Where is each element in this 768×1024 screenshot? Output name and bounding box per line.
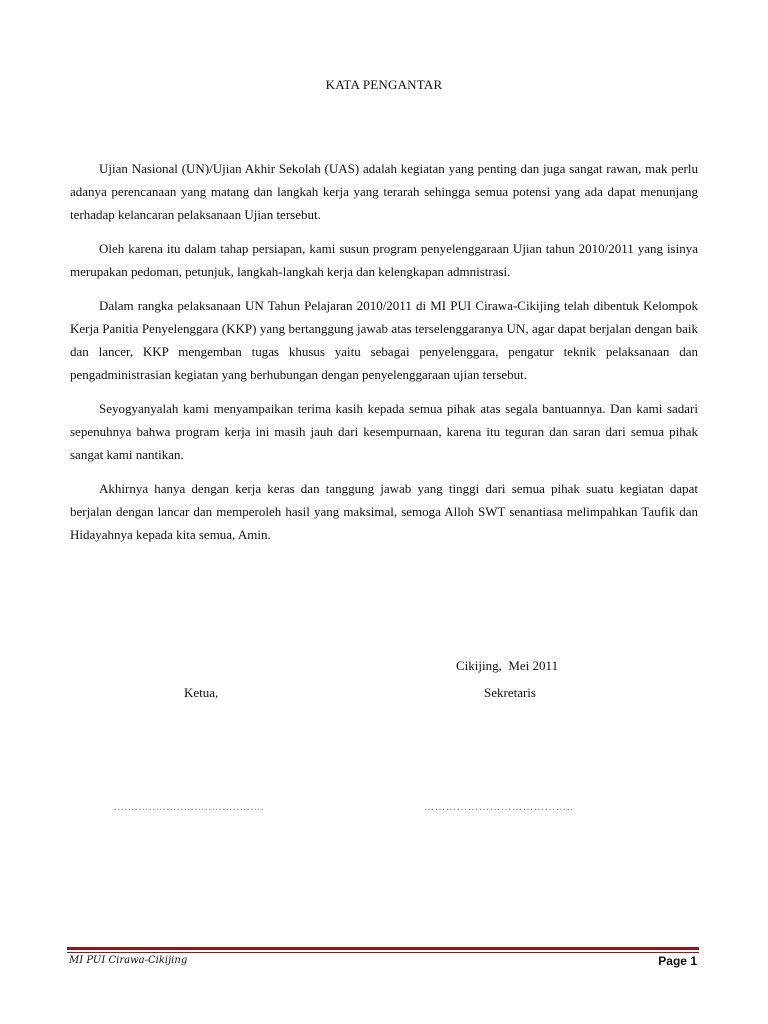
paragraph-2: Oleh karena itu dalam tahap persiapan, kami susun program penyelenggaraan Ujian tahun 2010/2011 yang isinya merupakan pedoman, petunjuk, langkah-langkah kerja dan kelengkapan admnistrasi. [70, 241, 698, 279]
signatory-secretary: Sekretaris [484, 685, 536, 700]
paragraph-3: Dalam rangka pelaksanaan UN Tahun Pelajaran 2010/2011 di MI PUI Cirawa-Cikijing telah dibentuk Kelompok Kerja Panitia Penyelenggara (KKP) yang bertanggung jawab atas terselenggaranya UN, agar dapat berjalan dengan baik dan lancer, KKP mengemban tugas khusus yaitu sebagai penyelenggara, pengatur teknik pelaksanaan dan pengadministrasian kegiatan yang berhubungan dengan penyelenggaraan ujian tersebut. [70, 298, 698, 382]
page-number: Page 1 [658, 954, 697, 968]
signature-line-chair: ........................................... [114, 802, 265, 813]
document-body [70, 157, 698, 557]
footer-rule [67, 947, 699, 950]
paragraph-1: Ujian Nasional (UN)/Ujian Akhir Sekolah (UAS) adalah kegiatan yang penting dan juga sangat rawan, mak perlu adanya perencanaan yang matang dan langkah kerja yang terarah sehingga semua potensi yang ada dapat menunjang terhadap kelancaran pelaksanaan Ujian tersebut. [70, 161, 698, 222]
paragraph-4: Seyogyanyalah kami menyampaikan terima kasih kepada semua pihak atas segala bantuannya. Dan kami sadari sepenuhnya bahwa program kerja ini masih jauh dari kesempurnaan, karena itu teguran dan saran dari semua pihak sangat kami nantikan. [70, 401, 698, 462]
page-title: KATA PENGANTAR [325, 77, 443, 92]
signature-line-secretary: ………………………………….. [424, 802, 574, 813]
footer-school-name: MI PUI Cirawa-Cikijing [69, 955, 188, 966]
place-date: Cikijing, Mei 2011 [456, 658, 559, 673]
signatory-chair: Ketua, [184, 685, 219, 700]
footer-rule-thin [67, 952, 699, 953]
paragraph-5: Akhirnya hanya dengan kerja keras dan tanggung jawab yang tinggi dari semua pihak suatu kegiatan dapat berjalan dengan lancar dan memperoleh hasil yang maksimal, semoga Alloh SWT senantiasa melimpahkan Taufik dan Hidayahnya kepada kita semua, Amin. [70, 481, 698, 542]
